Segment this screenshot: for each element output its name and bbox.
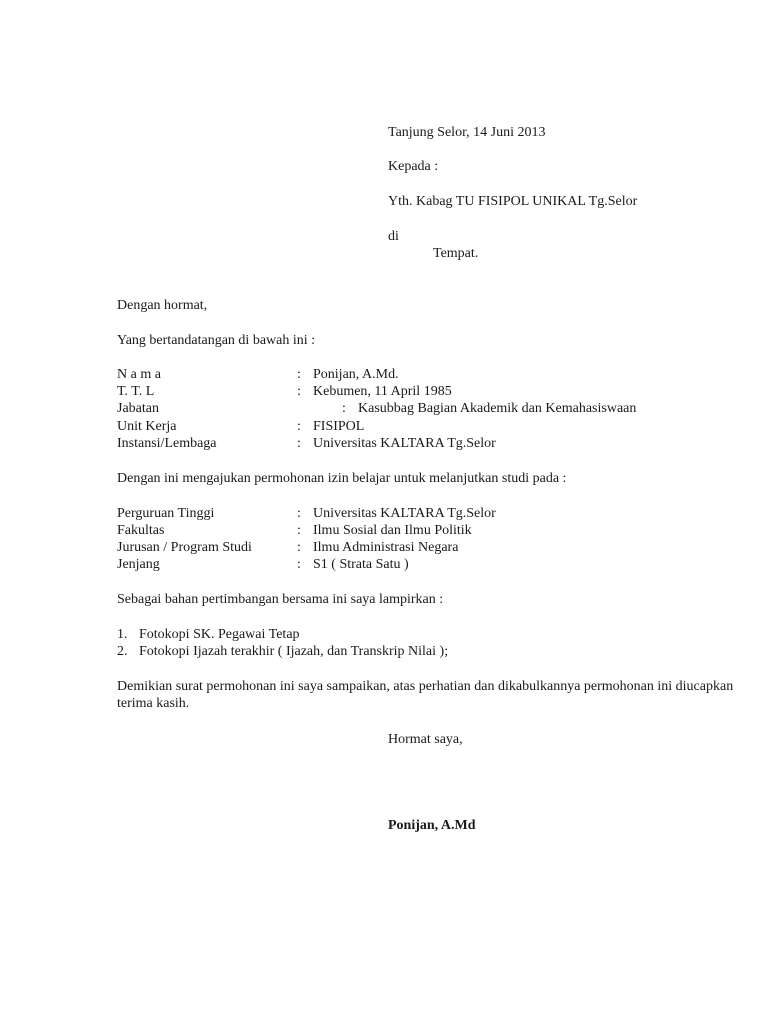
field-label: Instansi/Lembaga — [117, 436, 217, 451]
field-label: Jenjang — [117, 557, 160, 572]
field-label: Perguruan Tinggi — [117, 506, 215, 521]
field-value: FISIPOL — [313, 419, 365, 434]
regards: Hormat saya, — [388, 732, 463, 747]
field-colon: : — [297, 419, 301, 434]
greeting: Dengan hormat, — [117, 298, 208, 313]
di-label: di — [388, 229, 399, 244]
list-number: 1. — [117, 627, 128, 642]
field-colon: : — [297, 506, 301, 521]
study-row-jenjang — [0, 556, 768, 573]
to-label: Kepada : — [388, 159, 439, 174]
field-label: Fakultas — [117, 523, 165, 538]
field-label: Unit Kerja — [117, 419, 177, 434]
identity-row-jabatan — [0, 400, 768, 417]
field-label: N a m a — [117, 367, 161, 382]
field-value: S1 ( Strata Satu ) — [313, 557, 409, 572]
field-colon: : — [297, 557, 301, 572]
field-value: Universitas KALTARA Tg.Selor — [313, 436, 496, 451]
field-value: Kasubbag Bagian Akademik dan Kemahasiswaan — [358, 401, 637, 416]
signature-name: Ponijan, A.Md — [388, 818, 476, 833]
list-text: Fotokopi SK. Pegawai Tetap — [139, 627, 300, 642]
recipient: Yth. Kabag TU FISIPOL UNIKAL Tg.Selor — [388, 194, 638, 209]
field-colon: : — [297, 523, 301, 538]
attach-intro: Sebagai bahan pertimbangan bersama ini saya lampirkan : — [117, 592, 444, 607]
study-row-fakultas — [0, 522, 768, 539]
identity-row-instansi — [0, 435, 768, 452]
identity-row-ttl — [0, 383, 768, 400]
tempat-label: Tempat. — [433, 246, 479, 261]
field-label: T. T. L — [117, 384, 155, 399]
intro-text: Yang bertandatangan di bawah ini : — [117, 333, 316, 348]
field-value: Ponijan, A.Md. — [313, 367, 399, 382]
closing-paragraph: Demikian surat permohonan ini saya sampaikan, atas perhatian dan dikabulkannya permohonan ini diucapkan terima kasih. — [117, 679, 734, 711]
identity-row-name — [0, 366, 768, 383]
field-colon: : — [342, 401, 346, 416]
list-number: 2. — [117, 644, 128, 659]
field-colon: : — [297, 540, 301, 555]
study-row-pt — [0, 505, 768, 522]
study-row-jurusan — [0, 539, 768, 556]
place-date: Tanjung Selor, 14 Juni 2013 — [388, 125, 546, 140]
field-colon: : — [297, 436, 301, 451]
field-colon: : — [297, 384, 301, 399]
field-value: Kebumen, 11 April 1985 — [313, 384, 452, 399]
field-value: Ilmu Sosial dan Ilmu Politik — [313, 523, 472, 538]
field-value: Ilmu Administrasi Negara — [313, 540, 459, 555]
identity-row-unit — [0, 418, 768, 435]
field-label: Jabatan — [117, 401, 159, 416]
request-text: Dengan ini mengajukan permohonan izin belajar untuk melanjutkan studi pada : — [117, 471, 567, 486]
field-label: Jurusan / Program Studi — [117, 540, 252, 555]
field-value: Universitas KALTARA Tg.Selor — [313, 506, 496, 521]
field-colon: : — [297, 367, 301, 382]
list-text: Fotokopi Ijazah terakhir ( Ijazah, dan Transkrip Nilai ); — [139, 644, 449, 659]
